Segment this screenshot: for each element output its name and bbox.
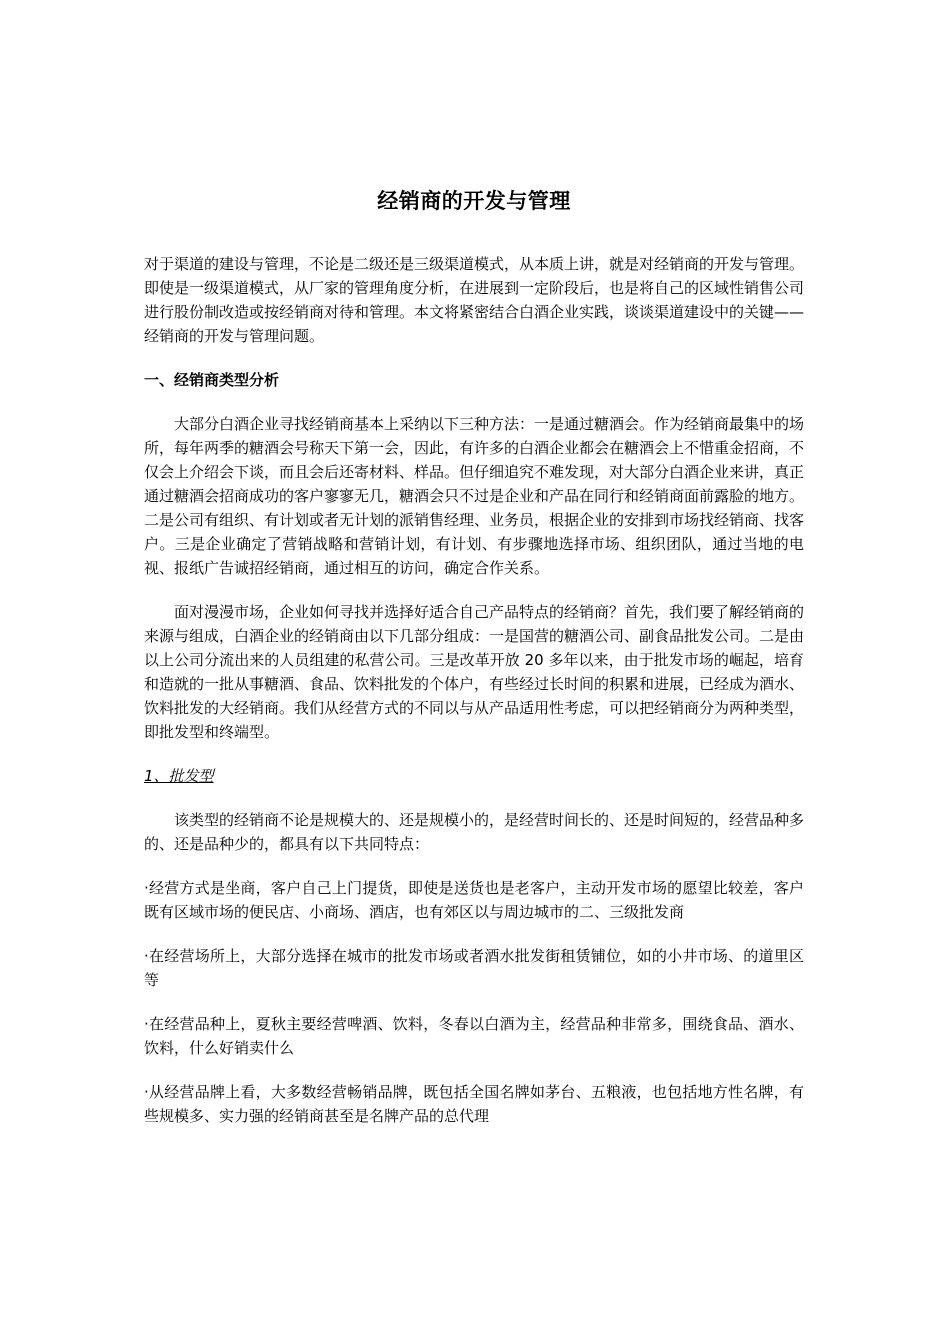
subheading-wholesale-type: 1、批发型 — [144, 767, 214, 785]
document-body — [144, 186, 804, 1148]
document-title: 经销商的开发与管理 — [377, 189, 571, 213]
body-paragraph: 大部分白酒企业寻找经销商基本上采纳以下三种方法：一是通过糖酒会。作为经销商最集中的场所，每年两季的糖酒会号称天下第一会，因此，有许多的白酒企业都会在糖酒会上不惜重金招商，不仅会上介绍会下谈，而且会后还寄材料、样品。但仔细追究不难发现，对大部分白酒企业来讲，真正通过糖酒会招商成功的客户寥寥无几，糖酒会只不过是企业和产品在同行和经销商面前露脸的地方。二是公司有组织、有计划或者无计划的派销售经理、业务员，根据企业的安排到市场找经销商、找客户。三是企业确定了营销战略和营销计划，有计划、有步骤地选择市场、组织团队，通过当地的电视、报纸广告诚招经销商，通过相互的访问，确定合作关系。 — [144, 415, 805, 577]
bullet-item: ·在经营品种上，夏秋主要经营啤酒、饮料，冬春以白酒为主，经营品种非常多，围绕食品、酒水、饮料，什么好销卖什么 — [144, 1015, 804, 1057]
section-heading-dealer-types: 一、经销商类型分析 — [144, 371, 280, 389]
intro-paragraph: 对于渠道的建设与管理，不论是二级还是三级渠道模式，从本质上讲，就是对经销商的开发与管理。即使是一级渠道模式，从厂家的管理角度分析，在进展到一定阶段后，也是将自己的区域性销售公司进行股份制改造或按经销商对待和管理。本文将紧密结合白酒企业实践，谈谈渠道建设中的关键——经销商的开发与管理问题。 — [144, 255, 805, 345]
body-paragraph: 面对漫漫市场，企业如何寻找并选择好适合自己产品特点的经销商？首先，我们要了解经销商的来源与组成，白酒企业的经销商由以下几部分组成：一是国营的糖酒公司、副食品批发公司。二是由以上公司分流出来的人员组建的私营公司。三是改革开放 20 多年以来，由于批发市场的崛起，培育和造就的一批从事糖酒、食品、饮料批发的个体户，有些经过长时间的积累和进展，已经成为酒水、饮料批发的大经销商。我们从经营方式的不同以与从产品适用性考虑，可以把经销商分为两种类型，即批发型和终端型。 — [144, 603, 805, 741]
bullet-item: ·经营方式是坐商，客户自己上门提货，即使是送货也是老客户，主动开发市场的愿望比较差，客户既有区域市场的便民店、小商场、酒店，也有郊区以与周边城市的二、三级批发商 — [144, 879, 804, 921]
bullet-item: ·在经营场所上，大部分选择在城市的批发市场或者酒水批发街租赁铺位，如的小井市场、的道里区等 — [144, 947, 804, 989]
bullet-item: ·从经营品牌上看，大多数经营畅销品牌，既包括全国名牌如茅台、五粮液，也包括地方性名牌，有些规模多、实力强的经销商甚至是名牌产品的总代理 — [144, 1083, 804, 1125]
body-paragraph: 该类型的经销商不论是规模大的、还是规模小的，是经营时间长的、还是时间短的，经营品种多的、还是品种少的，都具有以下共同特点： — [144, 811, 805, 853]
